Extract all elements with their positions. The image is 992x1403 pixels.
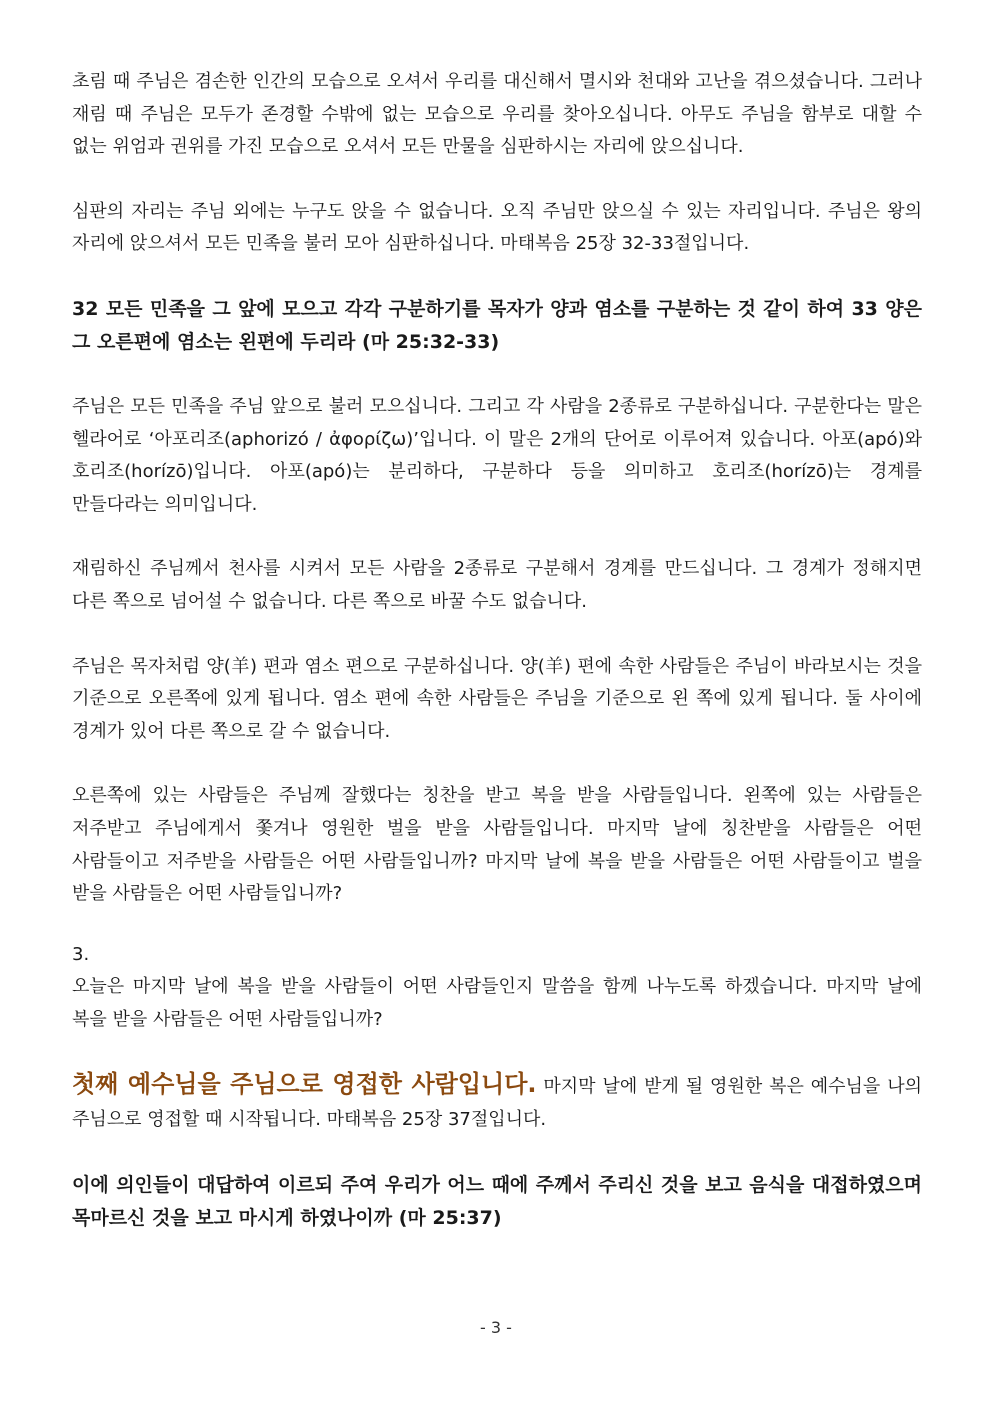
section-number: 3.	[72, 943, 90, 965]
page-number: - 3 -	[480, 1318, 512, 1337]
paragraph-4: 재림하신 주님께서 천사를 시켜서 모든 사람을 2종류로 구분해서 경계를 만드십니다. 그 경계가 정해지면 다른 쪽으로 넘어설 수 없습니다. 다른 쪽으로 바꿀 수도 없습니다.	[72, 558, 922, 612]
paragraph-2: 심판의 자리는 주님 외에는 누구도 앉을 수 없습니다. 오직 주님만 앉으실 수 있는 자리입니다. 주님은 왕의 자리에 앉으셔서 모든 민족을 불러 모아 심판하십니다. 마태복음 25장 32-33절입니다.	[72, 200, 922, 255]
section-heading-first: 첫째 예수님을 주님으로 영접한 사람입니다.	[72, 1070, 537, 1099]
paragraph-8-text: 마지막 날에 받게 될 영원한 복은 예수님을 나의 주님으로 영접할 때 시작됩니다. 마태복음 25장 37절입니다.	[72, 1076, 922, 1131]
paragraph-8	[72, 1068, 922, 1136]
paragraph-3: 주님은 모든 민족을 주님 앞으로 불러 모으십니다. 그리고 각 사람을 2종류로 구분하십니다. 구분한다는 말은 헬라어로 ‘아포리조(aphorizó / ἀφορίζω)’입니다. 이 말은 2개의 단어로 이루어져 있습니다. 아포(apó)와 호리조(horízō)입니다. 아포(apó)는 분리하다, 구분하다 등을 의미하고 호리조(horízō)는 경계를 만들다라는 의미입니다.	[72, 395, 922, 515]
paragraph-1: 초림 때 주님은 겸손한 인간의 모습으로 오셔서 우리를 대신해서 멸시와 천대와 고난을 겪으셨습니다. 그러나 재림 때 주님은 모두가 존경할 수밖에 없는 모습으로 우리를 찾아오십니다. 아무도 주님을 함부로 대할 수 없는 위엄과 권위를 가진 모습으로 오셔서 모든 만물을 심판하시는 자리에 앉으십니다.	[72, 71, 922, 158]
paragraph-5: 주님은 목자처럼 양(羊) 편과 염소 편으로 구분하십니다. 양(羊) 편에 속한 사람들은 주님이 바라보시는 것을 기준으로 오른쪽에 있게 됩니다. 염소 편에 속한 사람들은 주님을 기준으로 왼 쪽에 있게 됩니다. 둘 사이에 경계가 있어 다른 쪽으로 갈 수 없습니다.	[72, 655, 922, 742]
document-body	[72, 66, 922, 1235]
paragraph-7: 오늘은 마지막 날에 복을 받을 사람들이 어떤 사람들인지 말씀을 함께 나누도록 하겠습니다. 마지막 날에 복을 받을 사람들은 어떤 사람들입니까?	[72, 976, 922, 1030]
scripture-verse-1: 32 모든 민족을 그 앞에 모으고 각각 구분하기를 목자가 양과 염소를 구분하는 것 같이 하여 33 양은 그 오른편에 염소는 왼편에 두리라 (마 25:32-33)	[72, 297, 922, 353]
paragraph-6: 오른쪽에 있는 사람들은 주님께 잘했다는 칭찬을 받고 복을 받을 사람들입니다. 왼쪽에 있는 사람들은 저주받고 주님에게서 쫓겨나 영원한 벌을 받을 사람들입니다. 마지막 날에 칭찬받을 사람들은 어떤 사람들이고 저주받을 사람들은 어떤 사람들입니까? 마지막 날에 복을 받을 사람들은 어떤 사람들이고 벌을 받을 사람들은 어떤 사람들입니까?	[72, 785, 922, 905]
scripture-verse-2: 이에 의인들이 대답하여 이르되 주여 우리가 어느 때에 주께서 주리신 것을 보고 음식을 대접하였으며 목마르신 것을 보고 마시게 하였나이까 (마 25:37)	[72, 1173, 922, 1229]
